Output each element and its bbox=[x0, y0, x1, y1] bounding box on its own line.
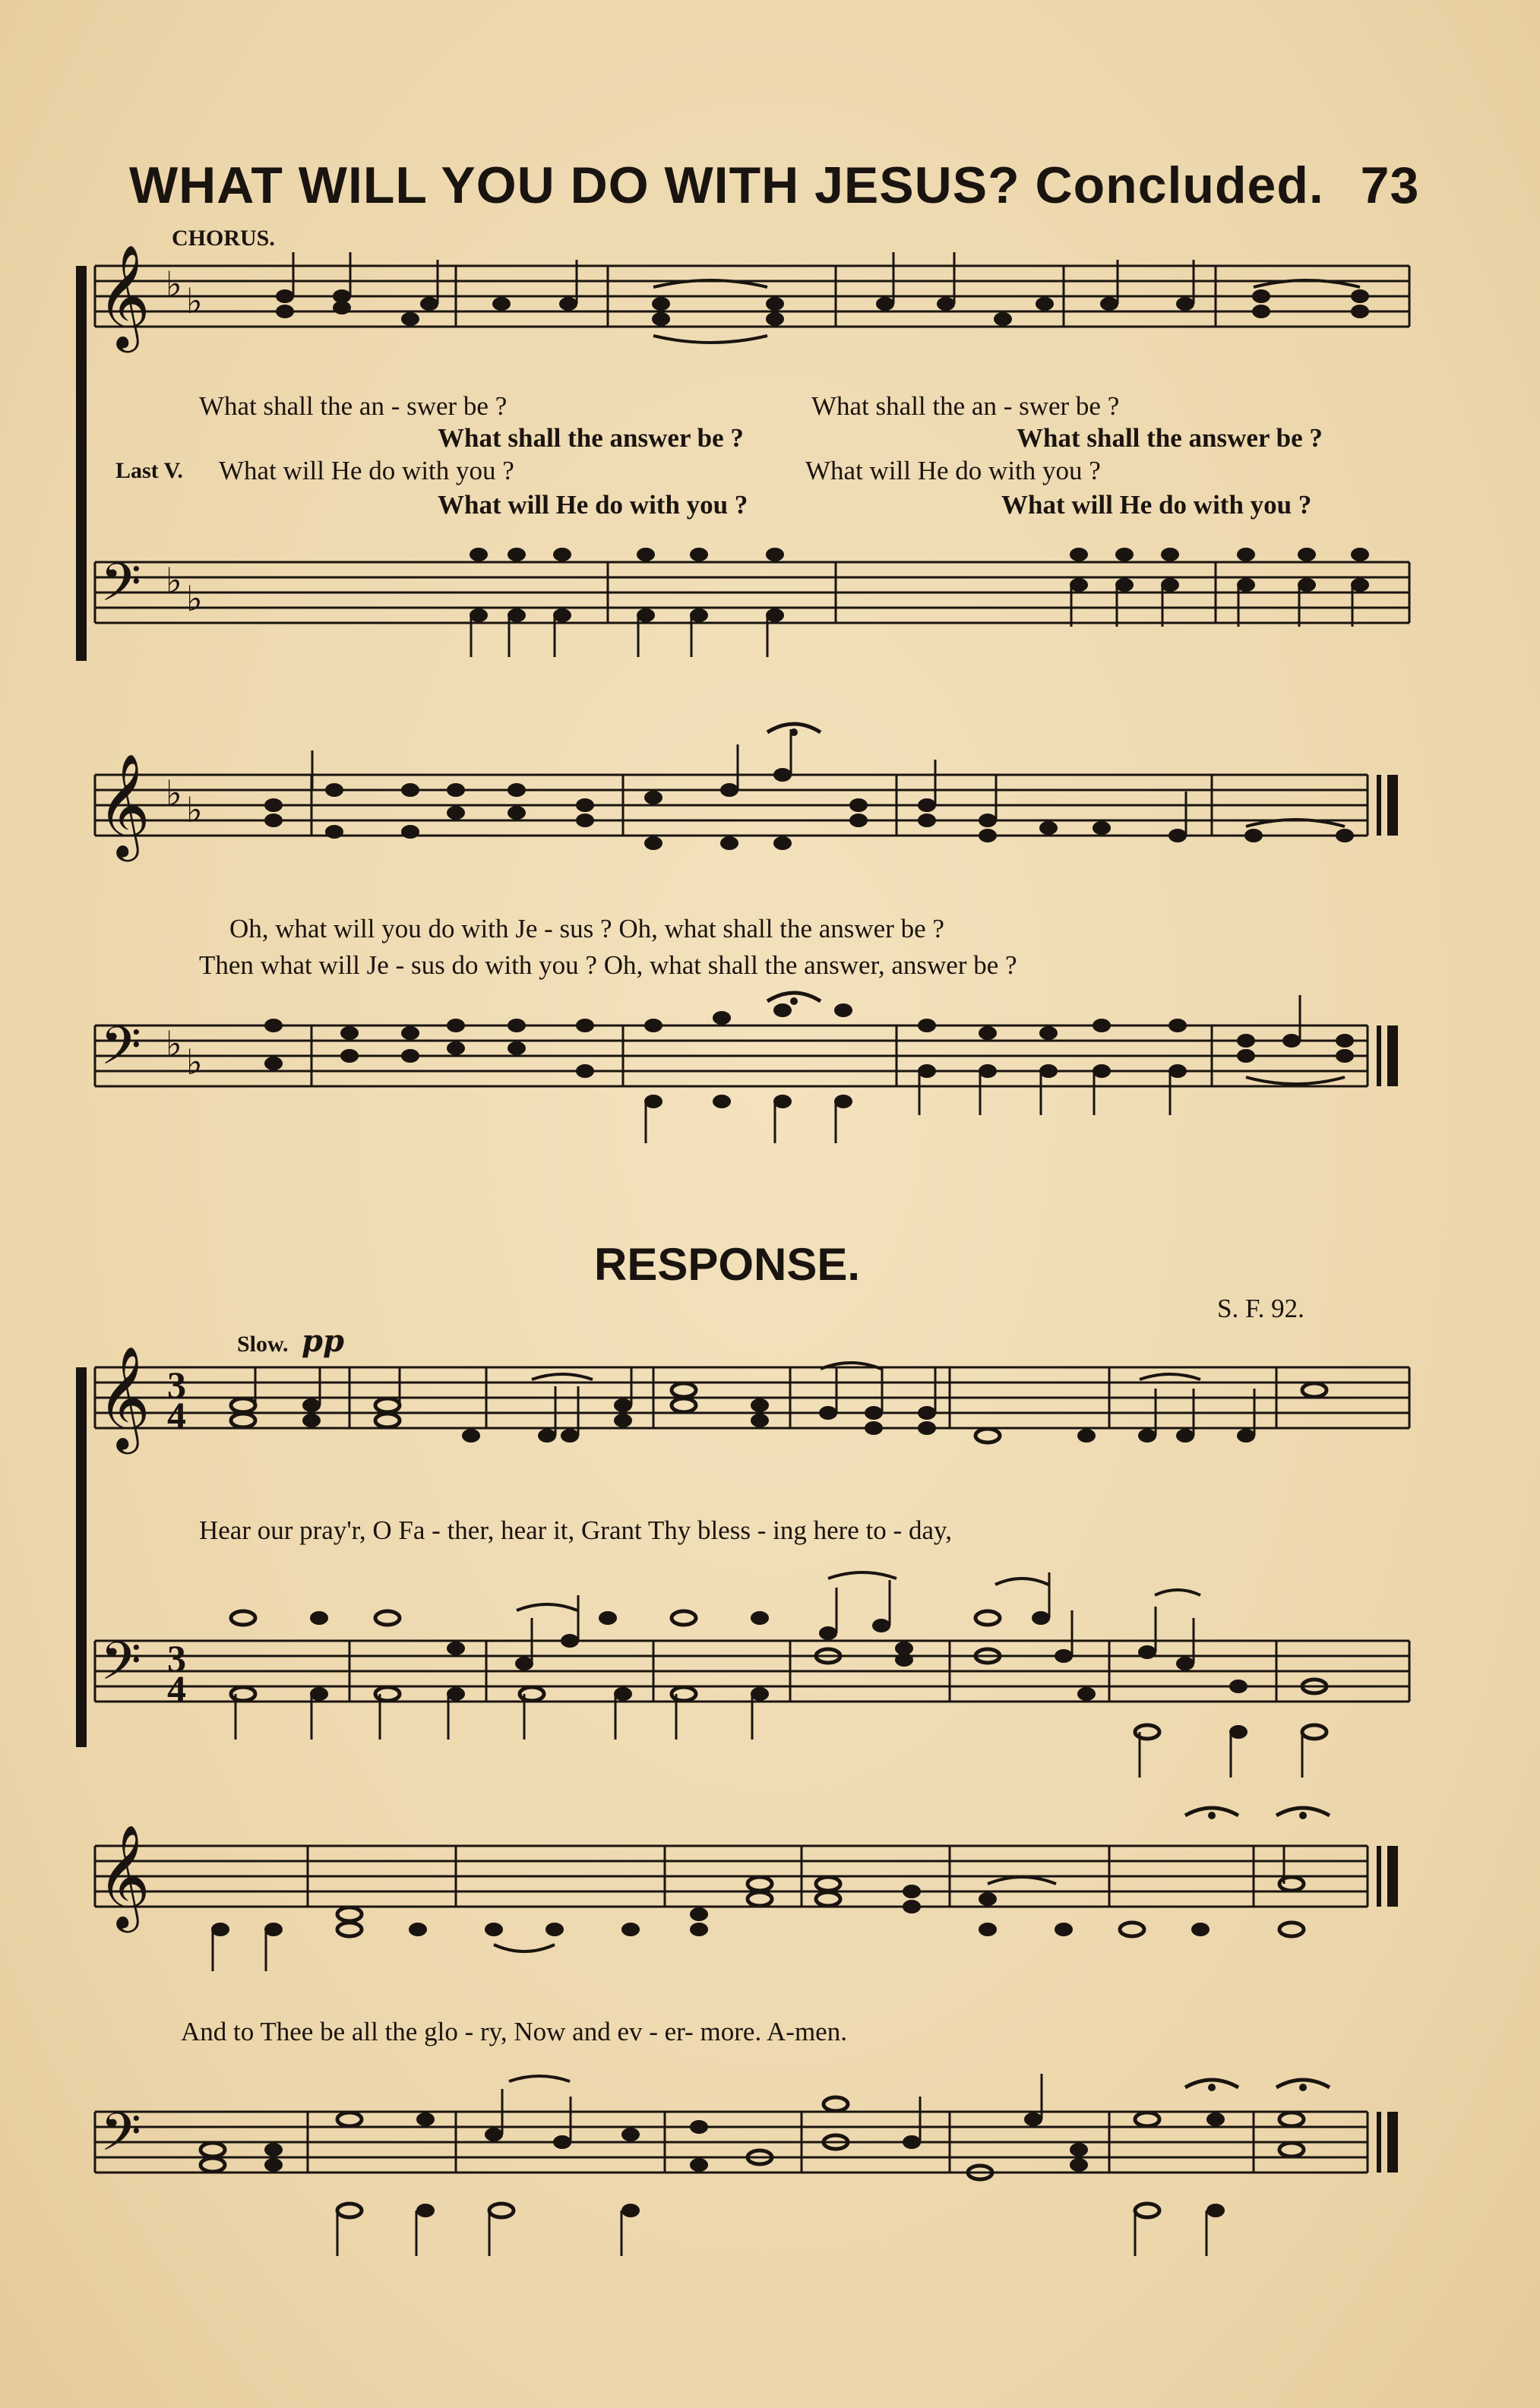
bass-time-sig-top: 3 bbox=[167, 1637, 186, 1680]
page-number: 73 bbox=[1360, 156, 1420, 214]
tempo-text: Slow. bbox=[237, 1332, 289, 1357]
svg-text:♭: ♭ bbox=[186, 280, 203, 321]
svg-text:♭: ♭ bbox=[166, 264, 182, 305]
chorus-lyric-soprano-1: What shall the an - swer be ? bbox=[199, 391, 508, 421]
chorus-lyric-soprano-2: What shall the an - swer be ? bbox=[811, 391, 1120, 421]
response-lyrics-line-1: Hear our pray'r, O Fa - ther, hear it, Grant Thy bless - ing here to - day, bbox=[199, 1515, 952, 1545]
chorus-lyric-last-verse-3: What will He do with you ? bbox=[438, 490, 748, 520]
response-heading: RESPONSE. bbox=[594, 1239, 861, 1290]
dynamic-marking: pp bbox=[302, 1323, 344, 1359]
chorus-label: CHORUS. bbox=[172, 226, 275, 251]
chorus-treble-staff bbox=[0, 243, 1540, 387]
svg-text:𝄞: 𝄞 bbox=[97, 1345, 150, 1449]
svg-text:𝄢: 𝄢 bbox=[100, 2101, 142, 2176]
time-sig-bottom: 4 bbox=[167, 1394, 186, 1436]
svg-text:𝄞: 𝄞 bbox=[97, 243, 150, 348]
chorus-lyric-last-verse-1: What will He do with you ? bbox=[219, 456, 514, 485]
chorus-lyric-last-verse-4: What will He do with you ? bbox=[1001, 490, 1312, 520]
svg-text:♭: ♭ bbox=[186, 1041, 203, 1082]
verse-bass-staff bbox=[0, 995, 1540, 1185]
svg-text:𝄞: 𝄞 bbox=[97, 752, 150, 857]
svg-text:♭: ♭ bbox=[166, 773, 182, 814]
svg-text:𝄢: 𝄢 bbox=[100, 1630, 142, 1705]
chorus-lyric-alto-2: What shall the answer be ? bbox=[1017, 423, 1323, 453]
response-treble-staff-1 bbox=[0, 1345, 1540, 1496]
verse-lyric-line-1: Oh, what will you do with Je - sus ? Oh, what shall the answer be ? bbox=[229, 914, 944, 943]
time-sig-top: 3 bbox=[167, 1364, 186, 1406]
response-credit: S. F. 92. bbox=[1217, 1294, 1304, 1323]
response-bass-staff-1 bbox=[0, 1595, 1540, 1793]
chorus-lyric-last-verse-2: What will He do with you ? bbox=[805, 456, 1101, 485]
last-verse-label: Last V. bbox=[115, 458, 183, 483]
bass-time-sig-bottom: 4 bbox=[167, 1667, 186, 1710]
svg-text:♭: ♭ bbox=[186, 789, 203, 830]
title-text: WHAT WILL YOU DO WITH JESUS? Concluded. bbox=[129, 156, 1324, 214]
svg-text:𝄢: 𝄢 bbox=[100, 551, 142, 626]
response-lyrics-line-2: And to Thee be all the glo - ry, Now and ev - er- more. A-men. bbox=[181, 2017, 847, 2046]
svg-text:𝄢: 𝄢 bbox=[100, 1015, 142, 1089]
svg-text:♭: ♭ bbox=[166, 1023, 182, 1064]
verse-treble-staff bbox=[0, 752, 1540, 896]
svg-text:𝄞: 𝄞 bbox=[97, 1823, 150, 1928]
svg-text:♭: ♭ bbox=[166, 560, 182, 601]
response-treble-staff-2 bbox=[0, 1823, 1540, 1983]
svg-text:♭: ♭ bbox=[186, 578, 203, 619]
chorus-lyric-alto-1: What shall the answer be ? bbox=[438, 423, 744, 453]
verse-lyric-line-2: Then what will Je - sus do with you ? Oh, what shall the answer, answer be ? bbox=[199, 950, 1017, 980]
chorus-bass-staff bbox=[0, 532, 1540, 714]
page-title bbox=[129, 156, 1421, 215]
response-bass-staff-2 bbox=[0, 2081, 1540, 2286]
